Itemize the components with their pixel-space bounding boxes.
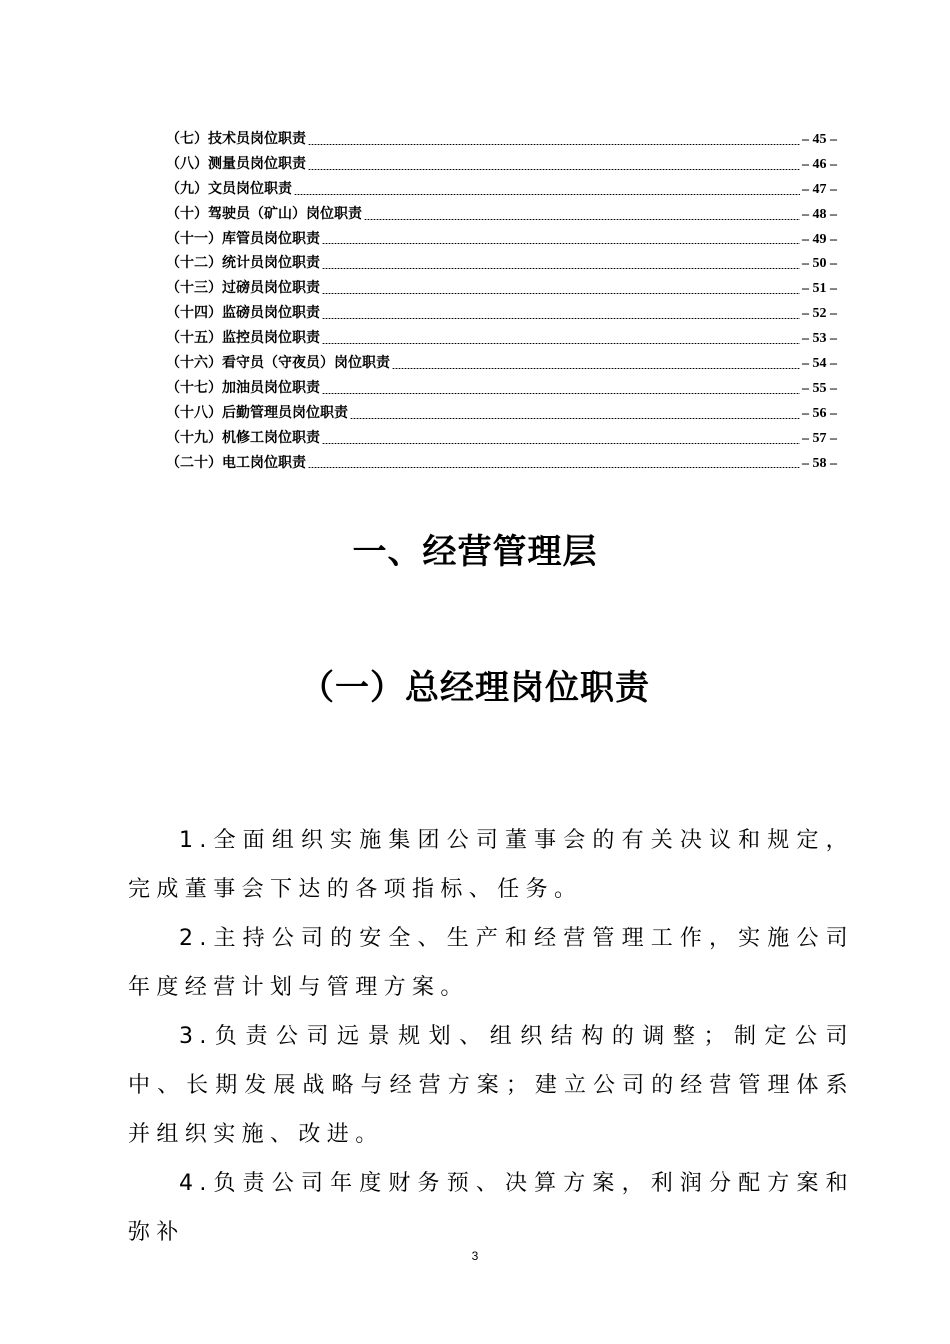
- page-number: 3: [471, 1249, 479, 1263]
- toc-entry-title: （十九）机修工岗位职责: [166, 429, 320, 446]
- toc-entry-page: – 48 –: [802, 206, 837, 222]
- toc-dot-leader: [322, 293, 800, 294]
- toc-entry-page: – 49 –: [802, 231, 837, 247]
- toc-dot-leader: [392, 368, 800, 369]
- toc-entry-title: （十）驾驶员（矿山）岗位职责: [166, 205, 362, 222]
- toc-entry[interactable]: [166, 351, 837, 376]
- toc-entry[interactable]: [166, 401, 837, 426]
- toc-entry[interactable]: [166, 127, 837, 152]
- toc-entry-page: – 55 –: [802, 380, 837, 396]
- toc-entry-page: – 54 –: [802, 356, 837, 372]
- toc-entry-title: （七）技术员岗位职责: [166, 131, 306, 147]
- subsection-heading: （一）总经理岗位职责: [300, 668, 650, 708]
- toc-entry[interactable]: [166, 451, 837, 476]
- toc-entry-page: – 51 –: [802, 281, 837, 297]
- toc-entry-page: – 47 –: [802, 181, 837, 197]
- toc-dot-leader: [322, 343, 800, 344]
- toc-entry-title: （十四）监磅员岗位职责: [166, 305, 320, 322]
- toc-entry[interactable]: [166, 276, 837, 301]
- toc-dot-leader: [294, 194, 800, 195]
- toc-entry[interactable]: [166, 326, 837, 351]
- toc-entry[interactable]: [166, 251, 837, 276]
- duty-paragraph: 4.负责公司年度财务预、决算方案，利润分配方案和弥补: [128, 1171, 854, 1245]
- toc-entry-page: – 53 –: [802, 331, 837, 347]
- toc-entry-title: （九）文员岗位职责: [166, 180, 292, 197]
- toc-entry-page: – 58 –: [802, 455, 837, 471]
- toc-entry-page: – 52 –: [802, 306, 837, 322]
- toc-entry[interactable]: [166, 227, 837, 252]
- toc-entry-title: （十八）后勤管理员岗位职责: [166, 404, 348, 421]
- toc-dot-leader: [308, 169, 800, 170]
- table-of-contents: [166, 127, 837, 475]
- toc-dot-leader: [364, 219, 800, 220]
- toc-dot-leader: [322, 243, 800, 244]
- toc-entry-title: （八）测量员岗位职责: [166, 155, 306, 172]
- toc-entry-page: – 45 –: [802, 132, 837, 147]
- toc-entry[interactable]: [166, 301, 837, 326]
- toc-dot-leader: [322, 318, 800, 319]
- toc-dot-leader: [322, 268, 800, 269]
- section-heading: 一、经营管理层: [352, 532, 598, 572]
- toc-entry[interactable]: [166, 152, 837, 177]
- toc-entry-page: – 56 –: [802, 405, 837, 421]
- duty-paragraph: 2.主持公司的安全、生产和经营管理工作，实施公司年度经营计划与管理方案。: [128, 926, 854, 1000]
- toc-entry[interactable]: [166, 376, 837, 401]
- toc-entry[interactable]: [166, 202, 837, 227]
- toc-dot-leader: [350, 418, 800, 419]
- duty-paragraph: 1.全面组织实施集团公司董事会的有关决议和规定，完成董事会下达的各项指标、任务。: [128, 828, 854, 902]
- toc-entry-title: （二十）电工岗位职责: [166, 454, 306, 471]
- toc-entry-page: – 46 –: [802, 156, 837, 172]
- toc-entry[interactable]: [166, 426, 837, 451]
- toc-entry[interactable]: [166, 177, 837, 202]
- toc-entry-title: （十二）统计员岗位职责: [166, 255, 320, 272]
- toc-dot-leader: [308, 144, 800, 145]
- toc-entry-page: – 50 –: [802, 256, 837, 272]
- toc-entry-title: （十三）过磅员岗位职责: [166, 280, 320, 297]
- toc-entry-title: （十五）监控员岗位职责: [166, 330, 320, 347]
- toc-entry-title: （十六）看守员（守夜员）岗位职责: [166, 355, 390, 372]
- toc-dot-leader: [322, 393, 800, 394]
- toc-dot-leader: [308, 467, 800, 468]
- toc-entry-title: （十七）加油员岗位职责: [166, 379, 320, 396]
- toc-dot-leader: [322, 443, 800, 444]
- body-text: [128, 816, 854, 1257]
- toc-entry-page: – 57 –: [802, 430, 837, 446]
- duty-paragraph: 3.负责公司远景规划、组织结构的调整；制定公司中、长期发展战略与经营方案；建立公司的经营管理体系并组织实施、改进。: [128, 1024, 854, 1147]
- toc-entry-title: （十一）库管员岗位职责: [166, 230, 320, 247]
